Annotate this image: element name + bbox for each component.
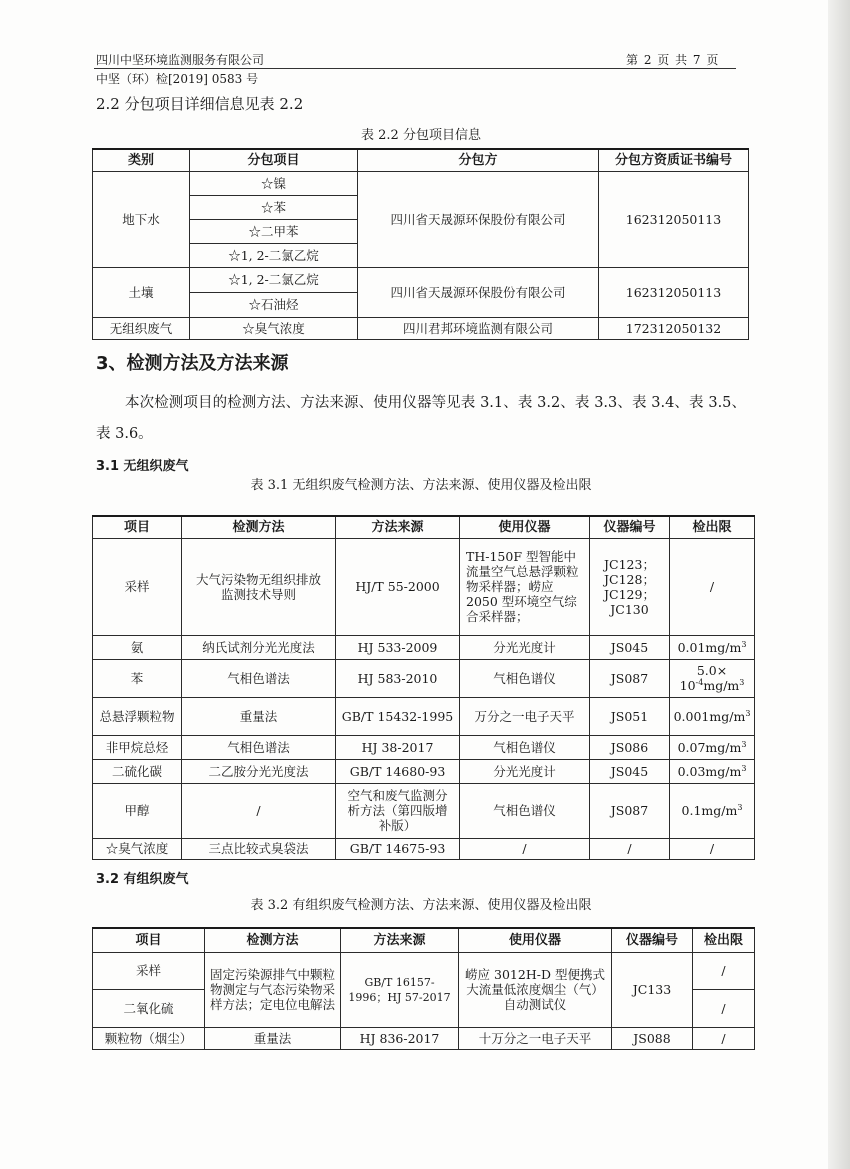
source-cell: GB/T 14680-93 xyxy=(336,759,460,783)
item-cell: 非甲烷总烃 xyxy=(93,735,182,759)
code-cell: JC133 xyxy=(612,952,693,1027)
certificate-cell: 162312050113 xyxy=(599,267,749,317)
column-header: 项目 xyxy=(93,516,182,538)
instrument-cell: 崂应 3012H-D 型便携式大流量低浓度烟尘（气）自动测试仪 xyxy=(459,952,612,1027)
column-header: 检出限 xyxy=(693,928,755,952)
table-3-2-caption: 表 3.2 有组织废气检测方法、方法来源、使用仪器及检出限 xyxy=(250,898,592,913)
code-cell: JS088 xyxy=(612,1027,693,1049)
limit-cell: / xyxy=(693,1027,755,1049)
limit-superscript: 3 xyxy=(737,802,743,812)
category-cell: 土壤 xyxy=(93,267,190,317)
table-row xyxy=(93,759,755,783)
subcontract-item: ☆1, 2-二氯乙烷 xyxy=(190,243,358,267)
code-cell: JS045 xyxy=(590,635,670,659)
column-header: 检出限 xyxy=(670,516,755,538)
source-cell: GB/T 16157-1996；HJ 57-2017 xyxy=(341,952,459,1027)
limit-superscript: 3 xyxy=(741,763,747,773)
column-header: 检测方法 xyxy=(182,516,336,538)
limit-cell: / xyxy=(693,952,755,989)
table-3-1-caption: 表 3.1 无组织废气检测方法、方法来源、使用仪器及检出限 xyxy=(250,478,592,493)
subcontractor-cell: 四川省天晟源环保股份有限公司 xyxy=(358,267,599,317)
method-cell: 纳氏试剂分光光度法 xyxy=(182,635,336,659)
table-row xyxy=(93,735,755,759)
limit-superscript: 3 xyxy=(741,739,747,749)
column-header: 项目 xyxy=(93,928,205,952)
certificate-cell: 162312050113 xyxy=(599,171,749,267)
column-header: 分包方资质证书编号 xyxy=(599,149,749,171)
limit-cell xyxy=(670,659,755,697)
instrument-cell: 分光光度计 xyxy=(460,759,590,783)
source-cell: HJ/T 55-2000 xyxy=(336,538,460,635)
instrument-cell: 气相色谱仪 xyxy=(460,783,590,838)
scan-edge-shadow xyxy=(828,0,850,1169)
method-cell: 重量法 xyxy=(205,1027,341,1049)
section-3-1-heading: 3.1 无组织废气 xyxy=(96,459,189,474)
item-cell: 苯 xyxy=(93,659,182,697)
limit-cell: / xyxy=(670,838,755,859)
column-header: 方法来源 xyxy=(341,928,459,952)
table-row xyxy=(93,952,755,989)
instrument-cell: 气相色谱仪 xyxy=(460,735,590,759)
column-header: 仪器编号 xyxy=(612,928,693,952)
item-cell: 颗粒物（烟尘） xyxy=(93,1027,205,1049)
category-cell: 无组织废气 xyxy=(93,317,190,339)
limit-cell xyxy=(670,735,755,759)
table-row xyxy=(93,659,755,697)
source-cell: HJ 836-2017 xyxy=(341,1027,459,1049)
column-header: 类别 xyxy=(93,149,190,171)
header-rule xyxy=(94,68,736,69)
column-header: 使用仪器 xyxy=(460,516,590,538)
source-cell: HJ 533-2009 xyxy=(336,635,460,659)
method-cell: 二乙胺分光光度法 xyxy=(182,759,336,783)
limit-cell: / xyxy=(670,538,755,635)
source-cell: HJ 38-2017 xyxy=(336,735,460,759)
subcontract-item: ☆1, 2-二氯乙烷 xyxy=(190,267,358,292)
instrument-cell: TH-150F 型智能中流量空气总悬浮颗粒物采样器；崂应 2050 型环境空气综合采样器； xyxy=(460,538,590,635)
method-cell: 气相色谱法 xyxy=(182,659,336,697)
method-cell: 重量法 xyxy=(182,697,336,735)
column-header: 分包方 xyxy=(358,149,599,171)
code-cell: JS051 xyxy=(590,697,670,735)
document-number: 中坚（环）检[2019] 0583 号 xyxy=(96,72,259,86)
subcontractor-cell: 四川君邦环境监测有限公司 xyxy=(358,317,599,339)
item-cell: 甲醇 xyxy=(93,783,182,838)
company-name: 四川中坚环境监测服务有限公司 xyxy=(96,53,265,67)
code-cell: JS087 xyxy=(590,783,670,838)
table-3-1 xyxy=(92,515,755,860)
limit-value: 0.01mg/m xyxy=(677,639,742,655)
limit-value: 0.03mg/m xyxy=(677,763,742,779)
code-cell: JS086 xyxy=(590,735,670,759)
table-2-2 xyxy=(92,148,749,340)
subcontract-item: ☆二甲苯 xyxy=(190,219,358,243)
limit-superscript: 3 xyxy=(741,639,747,649)
page-number: 第 2 页 共 7 页 xyxy=(626,53,719,67)
table-row xyxy=(93,697,755,735)
item-cell: 采样 xyxy=(93,538,182,635)
instrument-cell: 分光光度计 xyxy=(460,635,590,659)
subcontract-item: ☆石油烃 xyxy=(190,292,358,317)
section-3-heading: 3、检测方法及方法来源 xyxy=(96,353,289,374)
category-cell: 地下水 xyxy=(93,171,190,267)
method-cell: 固定污染源排气中颗粒物测定与气态污染物采样方法；定电位电解法 xyxy=(205,952,341,1027)
instrument-cell: 万分之一电子天平 xyxy=(460,697,590,735)
column-header: 仪器编号 xyxy=(590,516,670,538)
item-cell: ☆臭气浓度 xyxy=(93,838,182,859)
method-cell: 气相色谱法 xyxy=(182,735,336,759)
limit-superscript: 3 xyxy=(745,708,751,718)
table-row xyxy=(93,538,755,635)
limit-cell xyxy=(670,635,755,659)
limit-value: 0.001mg/m xyxy=(673,708,746,724)
item-cell: 采样 xyxy=(93,952,205,989)
table-row xyxy=(93,1027,755,1049)
code-cell: / xyxy=(590,838,670,859)
method-cell: 三点比较式臭袋法 xyxy=(182,838,336,859)
source-cell: GB/T 14675-93 xyxy=(336,838,460,859)
item-cell: 二硫化碳 xyxy=(93,759,182,783)
limit-exponent: -4 xyxy=(695,677,704,687)
column-header: 分包项目 xyxy=(190,149,358,171)
limit-superscript: 3 xyxy=(739,677,745,687)
section-2-2-heading: 2.2 分包项目详细信息见表 2.2 xyxy=(96,95,304,113)
column-header: 检测方法 xyxy=(205,928,341,952)
limit-cell xyxy=(670,697,755,735)
code-cell: JS045 xyxy=(590,759,670,783)
limit-line-2: $10^{-4}mg/m^3$ xyxy=(679,677,745,693)
instrument-cell: / xyxy=(460,838,590,859)
subcontract-item: ☆臭气浓度 xyxy=(190,317,358,339)
section-3-paragraph: 本次检测项目的检测方法、方法来源、使用仪器等见表 3.1、表 3.2、表 3.3、表 3.4、表 3.5、表 3.6。 xyxy=(96,395,746,442)
source-cell: 空气和废气监测分析方法（第四版增补版） xyxy=(336,783,460,838)
item-cell: 二氧化硫 xyxy=(93,989,205,1027)
source-cell: GB/T 15432-1995 xyxy=(336,697,460,735)
method-cell: / xyxy=(182,783,336,838)
section-3-2-heading: 3.2 有组织废气 xyxy=(96,872,189,887)
code-cell: JS087 xyxy=(590,659,670,697)
source-cell: HJ 583-2010 xyxy=(336,659,460,697)
instrument-cell: 气相色谱仪 xyxy=(460,659,590,697)
table-row xyxy=(93,838,755,859)
table-row xyxy=(93,783,755,838)
column-header: 使用仪器 xyxy=(459,928,612,952)
limit-cell xyxy=(670,783,755,838)
column-header: 方法来源 xyxy=(336,516,460,538)
subcontract-item: ☆镍 xyxy=(190,171,358,195)
limit-value: 0.1mg/m xyxy=(681,803,738,818)
table-2-2-caption: 表 2.2 分包项目信息 xyxy=(361,128,481,143)
limit-line-1: 5.0× xyxy=(696,663,728,678)
table-row xyxy=(93,635,755,659)
limit-value: 0.07mg/m xyxy=(677,739,742,755)
instrument-cell: 十万分之一电子天平 xyxy=(459,1027,612,1049)
subcontractor-cell: 四川省天晟源环保股份有限公司 xyxy=(358,171,599,267)
code-cell: JC123；JC128；JC129；JC130 xyxy=(590,538,670,635)
table-3-2 xyxy=(92,927,755,1050)
item-cell: 氨 xyxy=(93,635,182,659)
subcontract-item: ☆苯 xyxy=(190,195,358,219)
limit-cell xyxy=(670,759,755,783)
certificate-cell: 172312050132 xyxy=(599,317,749,339)
item-cell: 总悬浮颗粒物 xyxy=(93,697,182,735)
method-cell: 大气污染物无组织排放监测技术导则 xyxy=(182,538,336,635)
limit-cell: / xyxy=(693,989,755,1027)
